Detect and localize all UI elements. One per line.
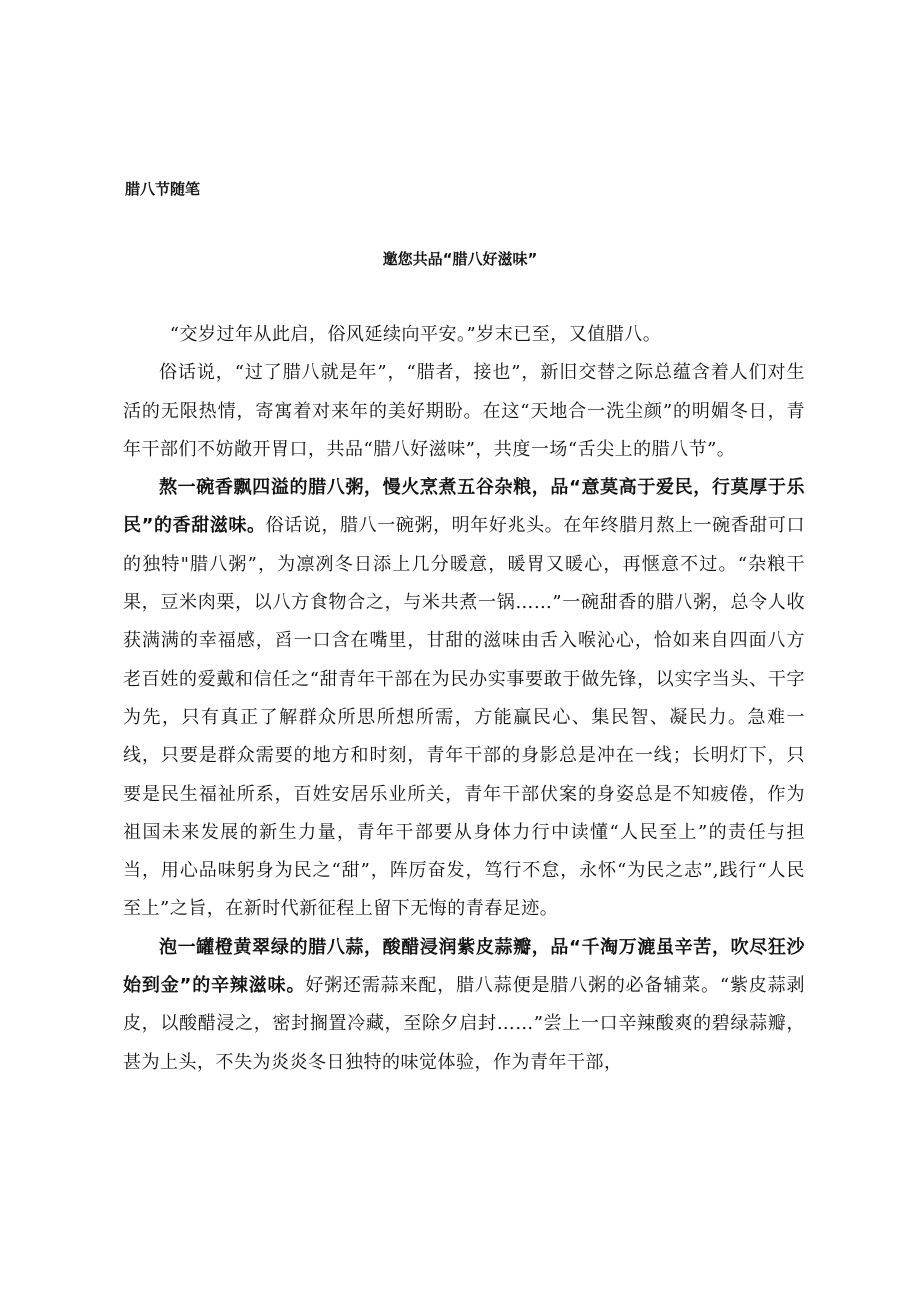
paragraph-laba-porridge: [123, 469, 805, 929]
paragraph-text: 俗话说，腊八一碗粥，明年好兆头。在年终腊月熬上一碗香甜可口的独特"腊八粥”，为凛冽冬日添上几分暖意，暖胃又暖心，再惬意不过。“杂粮干果，豆米肉栗，以八方食物合之，与米共煮一锅……”一碗甜香的腊八粥，总令人收获满满的幸福感，舀一口含在嘴里，甘甜的滋味由舌入喉沁心，恰如来自四面八方老百姓的爱戴和信任之“甜青年干部在为民办实事要敢于做先锋，以实字当头、干字为先，只有真正了解群众所思所想所需，方能赢民心、集民智、凝民力。急难一线，只要是群众需要的地方和时刻，青年干部的身影总是冲在一线；长明灯下，只要是民生福祉所系，百姓安居乐业所关，青年干部伏案的身姿总是不知疲倦，作为祖国未来发展的新生力量，青年干部要从身体力行中读懂“人民至上”的责任与担当，用心品味躬身为民之“甜”，阵厉奋发，笃行不怠，永怀“为民之志”,践行“人民至上”之旨，在新时代新征程上留下无悔的青春足迹。: [123, 515, 805, 920]
paragraph-lead: 熬一碗香飘四溢的腊八粥，慢火烹煮五谷杂粮，品“意莫高于爱民，行莫厚于乐民”的香甜滋味。: [123, 477, 805, 537]
paragraph-intro: [123, 354, 805, 469]
paragraph-text: 好粥还需蒜来配，腊八蒜便是腊八粥的必备辅菜。“紫皮蒜剥皮，以酸醋浸之，密封搁置冷藏，至除夕启封……”尝上一口辛辣酸爽的碧绿蒜瓣，甚为上头，不失为炎炎冬日独特的味觉体验，作为青年干部，: [123, 975, 805, 1073]
paragraph-text: “交岁过年从此启，俗风延续向平安。”岁末已至，又值腊八。: [169, 324, 662, 345]
paragraph-lead: 泡一罐橙黄翠绿的腊八蒜，酸醋浸润紫皮蒜瓣，品“千淘万漉虽辛苦，吹尽狂沙始到金”的辛辣滋味。: [123, 936, 805, 997]
paragraph-text: 俗话说，“过了腊八就是年”，“腊者，接也”，新旧交替之际总蕴含着人们对生活的无限热情，寄寓着对来年的美好期盼。在这“天地合一洗尘颜”的明媚冬日，青年干部们不妨敞开胃口，共品“腊八好滋味”，共度一场“舌尖上的腊八节”。: [123, 362, 805, 460]
document-label: 腊八节随笔: [125, 180, 201, 198]
document-title: 邀您共品“腊八好滋味”: [382, 250, 538, 268]
article-body: [123, 316, 805, 1082]
paragraph-opening: [123, 316, 805, 354]
paragraph-laba-garlic: [123, 929, 805, 1082]
